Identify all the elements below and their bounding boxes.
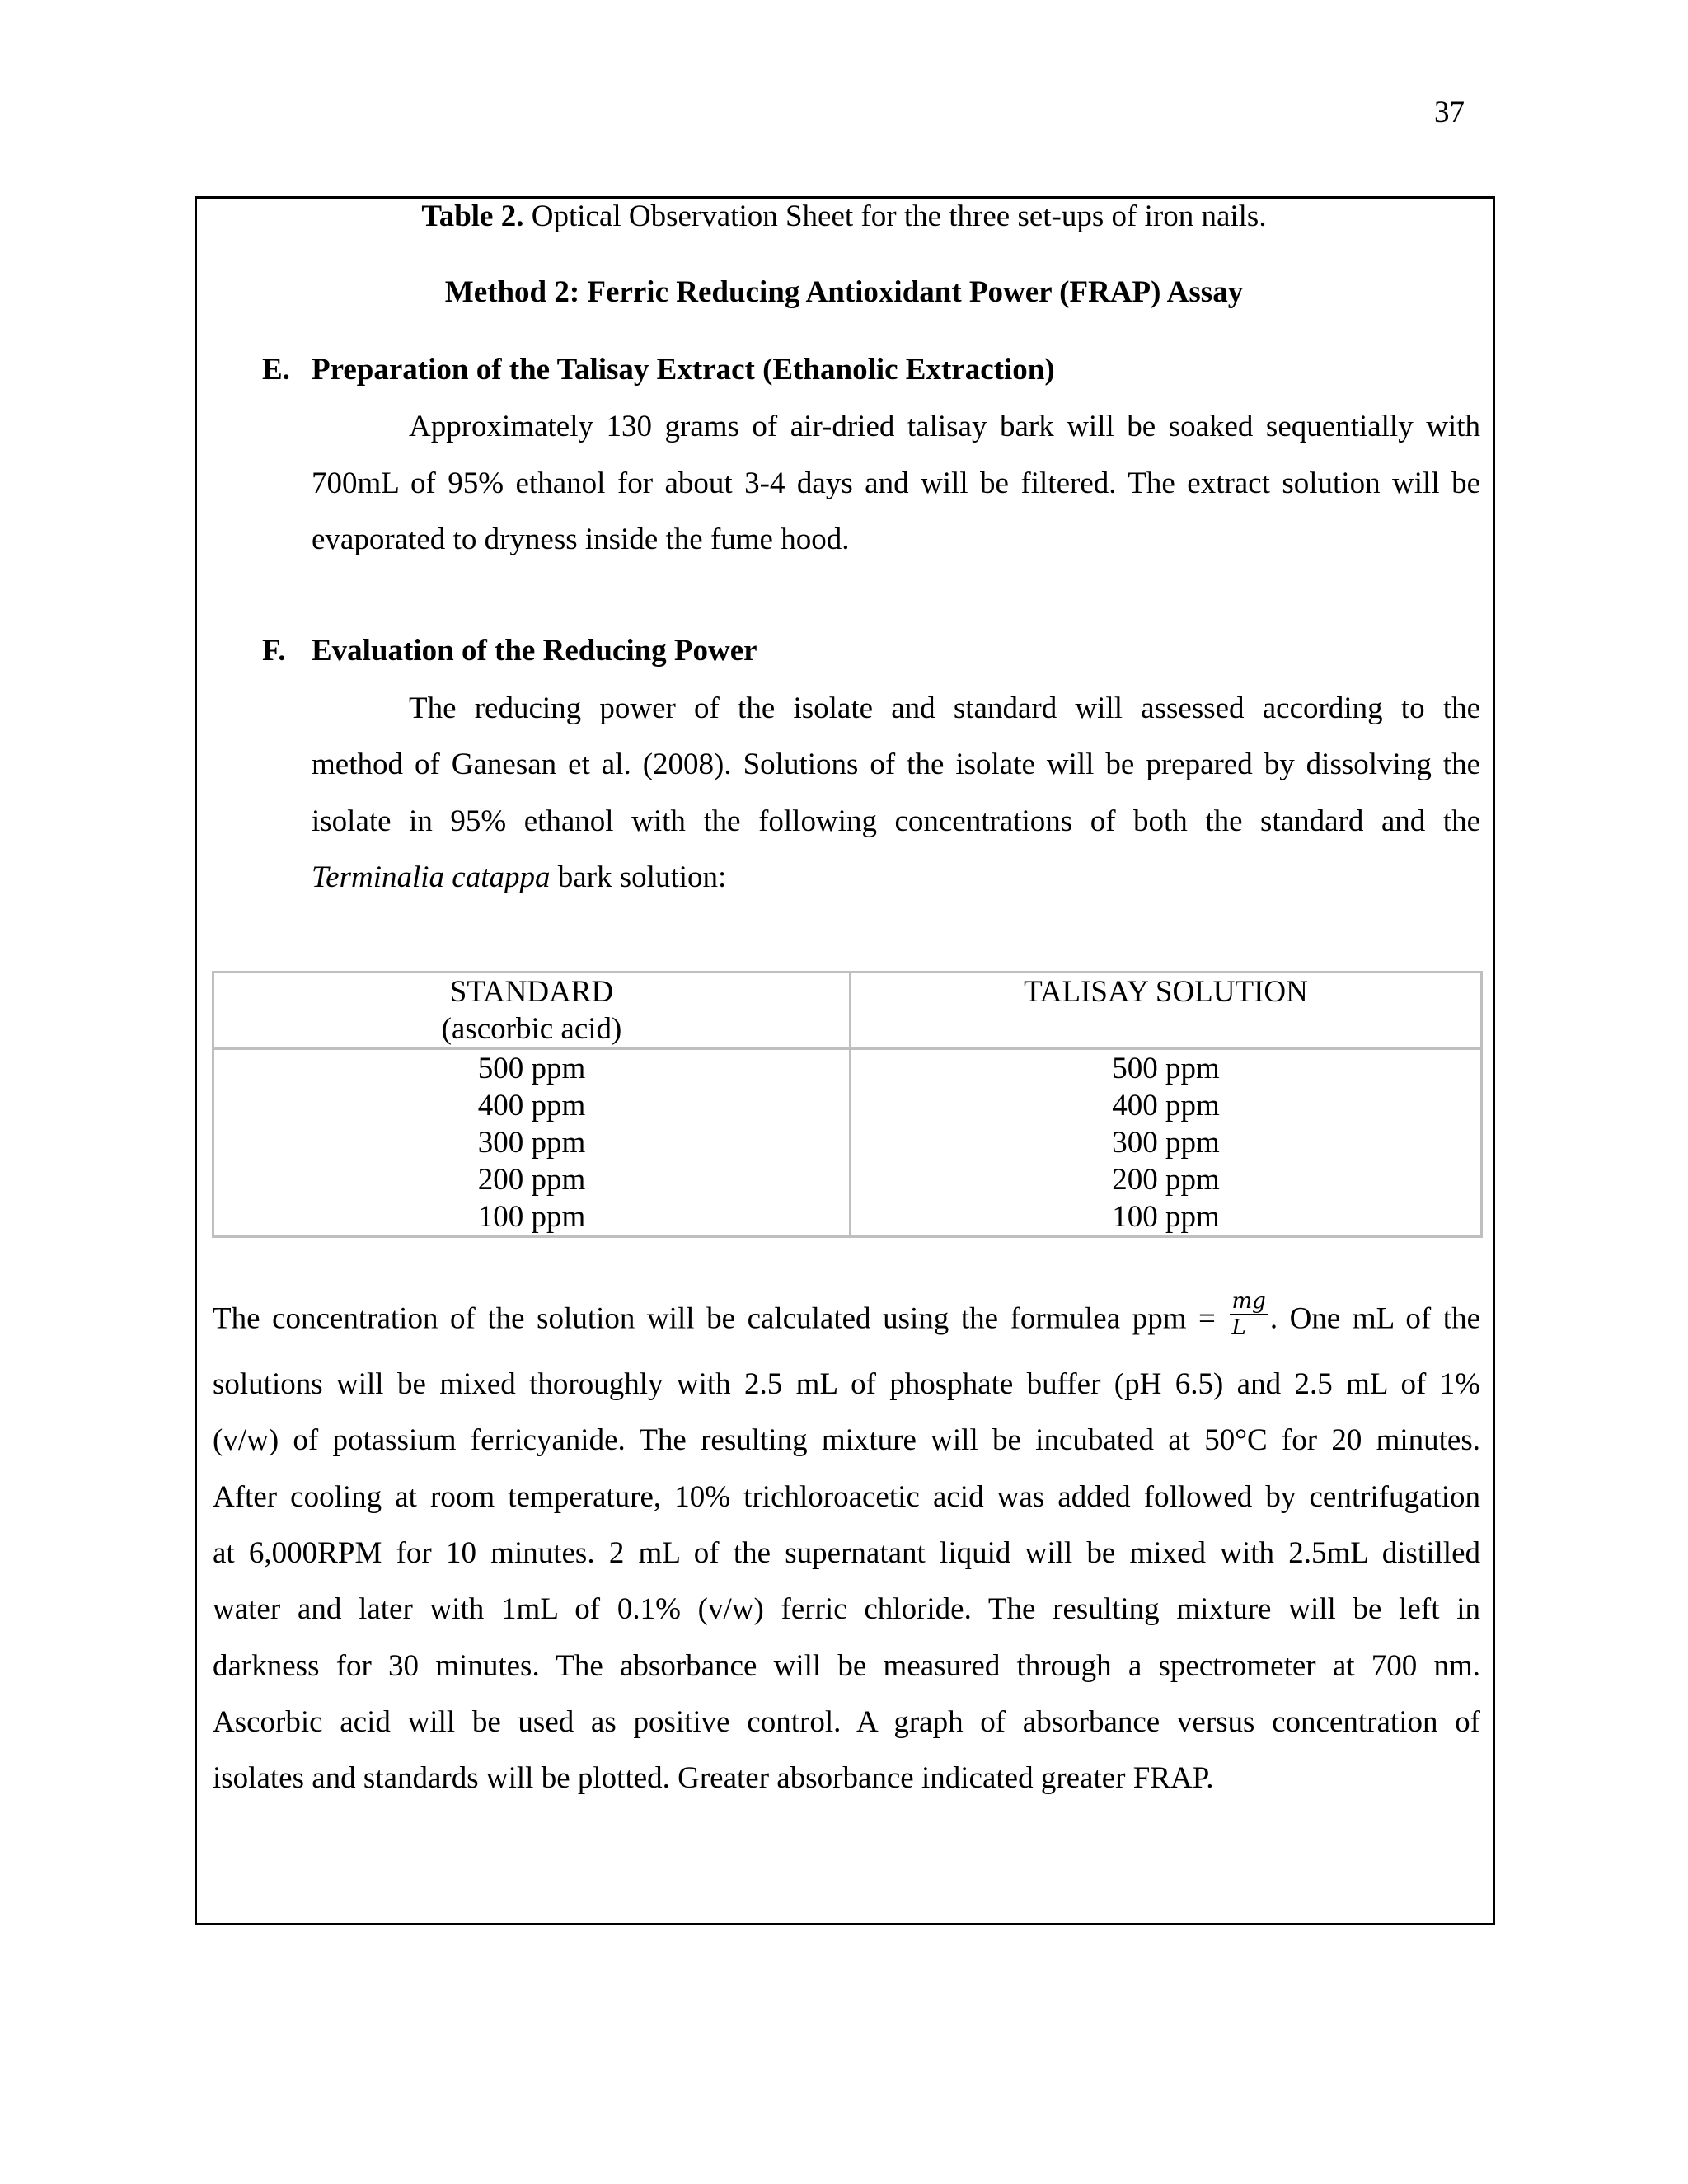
section-f-line-4 bbox=[312, 857, 726, 898]
standard-values bbox=[214, 1050, 849, 1235]
formula-tail: . One mL of the bbox=[1269, 1301, 1480, 1336]
section-f-line-3: isolate in 95% ethanol with the following concentrations of both the standard and the bbox=[312, 804, 1480, 838]
section-f-letter: F. bbox=[262, 634, 286, 668]
section-e-title: Preparation of the Talisay Extract (Ethanolic Extraction) bbox=[312, 353, 1055, 387]
section-e-line-2: 700mL of 95% ethanol for about 3-4 days and will be filtered. The extract solution will be bbox=[312, 466, 1480, 500]
table-caption bbox=[0, 196, 1688, 237]
paragraph-line-7: darkness for 30 minutes. The absorbance will be measured through a spectrometer at 700 nm. bbox=[213, 1649, 1480, 1683]
section-f-line-4-rest: bark solution: bbox=[550, 860, 727, 894]
talisay-values bbox=[851, 1050, 1480, 1235]
table-cell: 400 ppm bbox=[1112, 1089, 1220, 1122]
table-cell: 500 ppm bbox=[477, 1052, 586, 1085]
fraction-denominator: L bbox=[1231, 1315, 1246, 1340]
table-cell: 400 ppm bbox=[477, 1089, 586, 1122]
table-cell: 300 ppm bbox=[1112, 1126, 1220, 1160]
section-f-line-2: method of Ganesan et al. (2008). Solutions of the isolate will be prepared by dissolving the bbox=[312, 748, 1480, 781]
table-cell: 200 ppm bbox=[1112, 1163, 1220, 1197]
table-cell: 300 ppm bbox=[477, 1126, 586, 1160]
paragraph-line-6: water and later with 1mL of 0.1% (v/w) ferric chloride. The resulting mixture will be left in bbox=[213, 1592, 1480, 1626]
paragraph-line-1 bbox=[213, 1289, 1480, 1347]
section-f-title: Evaluation of the Reducing Power bbox=[312, 634, 757, 668]
header-standard bbox=[214, 973, 849, 1047]
table-caption-label: Table 2. bbox=[421, 199, 524, 233]
section-f-line-1: The reducing power of the isolate and standard will assessed according to the bbox=[409, 691, 1480, 725]
table-cell: 200 ppm bbox=[477, 1163, 586, 1197]
table-caption-text: Optical Observation Sheet for the three set-ups of iron nails. bbox=[531, 199, 1267, 233]
fraction-numerator: mg bbox=[1230, 1289, 1268, 1315]
paragraph-line-9: isolates and standards will be plotted. Greater absorbance indicated greater FRAP. bbox=[213, 1761, 1214, 1795]
header-standard-line-1: STANDARD bbox=[449, 975, 614, 1009]
section-e-letter: E. bbox=[262, 353, 290, 387]
paragraph-line-8: Ascorbic acid will be used as positive control. A graph of absorbance versus concentration of bbox=[213, 1705, 1480, 1739]
ppm-fraction bbox=[1230, 1289, 1268, 1340]
formula-lead: The concentration of the solution will be calculated using the formulea ppm = bbox=[213, 1301, 1216, 1336]
paragraph-line-2: solutions will be mixed thoroughly with 2.5 mL of phosphate buffer (pH 6.5) and 2.5 mL of 1% bbox=[213, 1367, 1480, 1401]
page-number: 37 bbox=[1434, 96, 1465, 129]
table-cell: 100 ppm bbox=[1112, 1200, 1220, 1234]
paragraph-line-4: After cooling at room temperature, 10% trichloroacetic acid was added followed by centrifugation bbox=[213, 1480, 1480, 1514]
section-e-line-1: Approximately 130 grams of air-dried talisay bark will be soaked sequentially with bbox=[409, 410, 1480, 443]
concentration-table bbox=[212, 971, 1483, 1238]
section-e-line-3: evaporated to dryness inside the fume hood. bbox=[312, 523, 850, 556]
table-cell: 500 ppm bbox=[1112, 1052, 1220, 1085]
paragraph-line-3: (v/w) of potassium ferricyanide. The resulting mixture will be incubated at 50°C for 20 minutes. bbox=[213, 1423, 1480, 1457]
species-name: Terminalia catappa bbox=[312, 860, 551, 894]
header-talisay-line-1: TALISAY SOLUTION bbox=[1024, 975, 1308, 1009]
method-title: Method 2: Ferric Reducing Antioxidant Power (FRAP) Assay bbox=[444, 275, 1244, 309]
table-cell: 100 ppm bbox=[477, 1200, 586, 1234]
paragraph-line-5: at 6,000RPM for 10 minutes. 2 mL of the supernatant liquid will be mixed with 2.5mL distilled bbox=[213, 1536, 1480, 1570]
header-standard-line-2: (ascorbic acid) bbox=[441, 1012, 622, 1046]
header-talisay bbox=[851, 973, 1480, 1010]
